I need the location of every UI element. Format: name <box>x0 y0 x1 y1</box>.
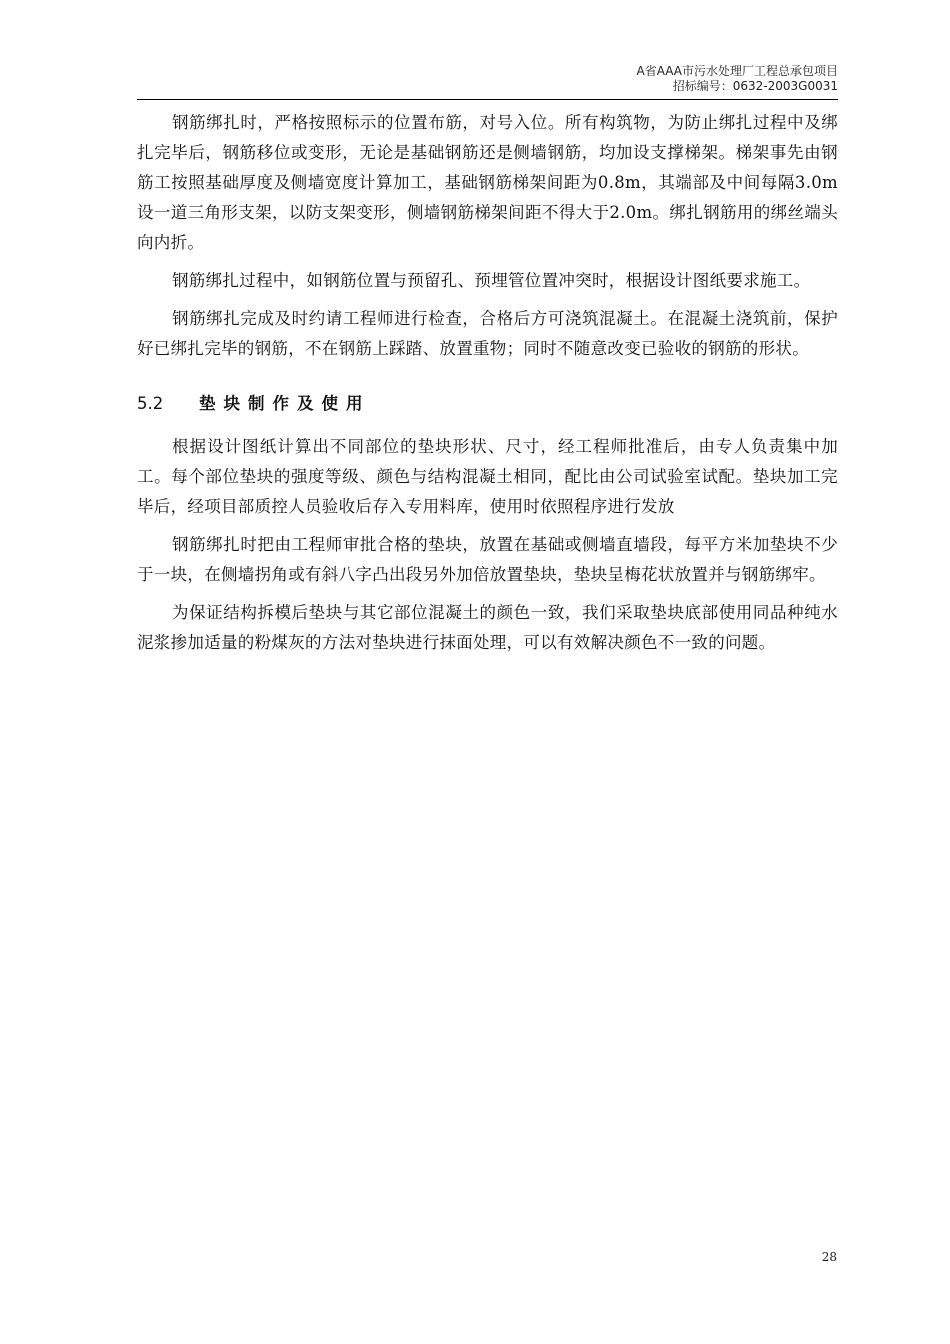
document-body <box>137 108 838 666</box>
paragraph: 钢筋绑扎时把由工程师审批合格的垫块，放置在基础或侧墙直墙段，每平方米加垫块不少于一块，在侧墙拐角或有斜八字凸出段另外加倍放置垫块，垫块呈梅花状放置并与钢筋绑牢。 <box>137 535 838 584</box>
paragraph: 钢筋绑扎过程中，如钢筋位置与预留孔、预埋管位置冲突时，根据设计图纸要求施工。 <box>172 271 811 290</box>
header-bid-number: 招标编号：0632-2003G0031 <box>672 79 838 93</box>
section-heading <box>137 390 838 418</box>
section-number: 5.2 <box>137 394 164 413</box>
paragraph: 根据设计图纸计算出不同部位的垫块形状、尺寸，经工程师批准后，由专人负责集中加工。每个部位垫块的强度等级、颜色与结构混凝土相同，配比由公司试验室试配。垫块加工完毕后，经项目部质控人员验收后存入专用料库，使用时依照程序进行发放 <box>137 437 838 516</box>
paragraph: 钢筋绑扎完成及时约请工程师进行检查，合格后方可浇筑混凝土。在混凝土浇筑前，保护好已绑扎完毕的钢筋，不在钢筋上踩踏、放置重物；同时不随意改变已验收的钢筋的形状。 <box>137 309 838 358</box>
section-title: 垫块制作及使用 <box>199 394 371 413</box>
paragraph: 钢筋绑扎时，严格按照标示的位置布筋，对号入位。所有构筑物，为防止绑扎过程中及绑扎完毕后，钢筋移位或变形，无论是基础钢筋还是侧墙钢筋，均加设支撑梯架。梯架事先由钢筋工按照基础厚度及侧墙宽度计算加工，基础钢筋梯架间距为0.8m，其端部及中间每隔3.0m设一道三角形支架，以防支架变形，侧墙钢筋梯架间距不得大于2.0m。绑扎钢筋用的绑丝端头向内折。 <box>137 113 838 252</box>
header-project-title: A省AAA市污水处理厂工程总承包项目 <box>636 64 838 78</box>
page-header <box>137 64 838 100</box>
paragraph: 为保证结构拆模后垫块与其它部位混凝土的颜色一致，我们采取垫块底部使用同品种纯水泥浆掺加适量的粉煤灰的方法对垫块进行抹面处理，可以有效解决颜色不一致的问题。 <box>137 603 838 652</box>
page-number: 28 <box>821 1250 837 1264</box>
